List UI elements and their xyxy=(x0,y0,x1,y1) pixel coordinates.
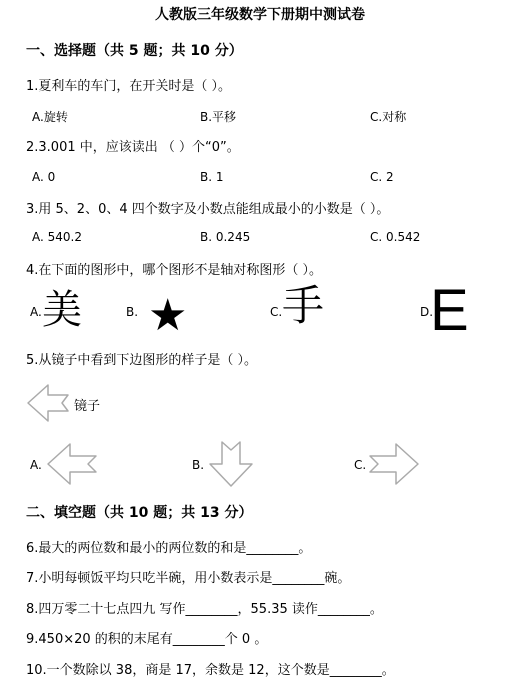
q4-label-d: D. xyxy=(420,305,434,319)
q5-option-b-arrow-icon xyxy=(206,438,256,488)
q4-figure-shou: 手 xyxy=(282,281,325,330)
section-heading-choice: 一、选择题（共 5 题；共 10 分） xyxy=(26,43,243,59)
page-title: 人教版三年级数学下册期中测试卷 xyxy=(155,7,365,23)
question-3: 3.用 5、2、0、4 四个数字及小数点能组成最小的小数是（ ）。 xyxy=(26,202,390,217)
question-4: 4.在下面的图形中，哪个图形不是轴对称图形（ ）。 xyxy=(26,263,323,278)
q4-figure-e: E xyxy=(430,278,469,343)
q3-option-a: A. 540.2 xyxy=(32,230,82,244)
star-icon: ★ xyxy=(148,290,188,341)
q5-label-c: C. xyxy=(354,458,367,472)
question-10: 10.一个数除以 38，商是 17，余数是 12，这个数是________。 xyxy=(26,663,395,678)
q5-label-a: A. xyxy=(30,458,42,472)
q5-original-arrow-icon xyxy=(26,380,72,426)
question-1: 1.夏利车的车门，在开关时是（ ）。 xyxy=(26,79,232,94)
q5-option-c-arrow-icon xyxy=(368,440,420,488)
q5-option-a-arrow-icon xyxy=(46,440,98,488)
q2-option-c: C. 2 xyxy=(370,170,394,184)
q1-option-c: C.对称 xyxy=(370,110,407,124)
q2-option-a: A. 0 xyxy=(32,170,56,184)
question-8: 8.四万零二十七点四九 写作________，55.35 读作________。 xyxy=(26,602,383,617)
question-5: 5.从镜子中看到下边图形的样子是（ ）。 xyxy=(26,353,258,368)
q4-label-c: C. xyxy=(270,305,283,319)
q1-option-b: B.平移 xyxy=(200,110,237,124)
q4-label-a: A. xyxy=(30,305,42,319)
q5-label-b: B. xyxy=(192,458,205,472)
q3-option-b: B. 0.245 xyxy=(200,230,251,244)
q2-option-b: B. 1 xyxy=(200,170,224,184)
q1-option-a: A.旋转 xyxy=(32,110,68,124)
q4-figure-mei: 美 xyxy=(42,287,82,333)
mirror-label: 镜子 xyxy=(74,399,101,414)
question-6: 6.最大的两位数和最小的两位数的和是________。 xyxy=(26,541,312,556)
question-9: 9.450×20 的积的末尾有________个 0 。 xyxy=(26,632,268,647)
question-2: 2.3.001 中，应该读出 （ ）个“0”。 xyxy=(26,140,240,155)
question-7: 7.小明每顿饭平均只吃半碗，用小数表示是________碗。 xyxy=(26,571,351,586)
q4-label-b: B. xyxy=(126,305,139,319)
q3-option-c: C. 0.542 xyxy=(370,230,421,244)
section-heading-fill: 二、填空题（共 10 题；共 13 分） xyxy=(26,505,253,521)
